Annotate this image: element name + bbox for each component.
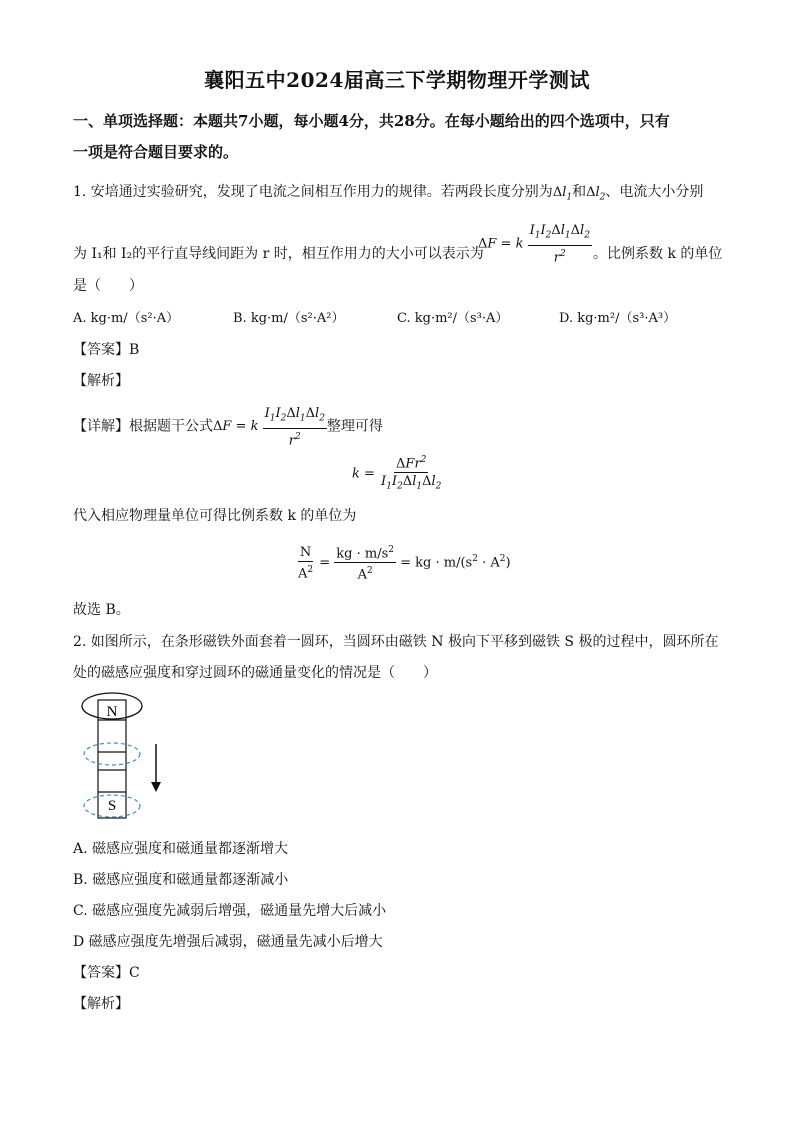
section-heading-line-2: 一项是符合题目要求的。 bbox=[73, 143, 239, 161]
q2-stem-line-2: 处的磁感应强度和穿过圆环的磁通量变化的情况是（ ） bbox=[73, 665, 437, 681]
q1-answer: 【答案】B bbox=[73, 342, 140, 358]
q2-analysis-heading: 【解析】 bbox=[73, 996, 129, 1012]
formula-delta-l1: $\Delta l_1$ bbox=[552, 185, 573, 203]
q1-stem-text-b: 和 bbox=[572, 184, 587, 200]
q1-option-b: B. kg·m/（s²·A²） bbox=[233, 311, 345, 326]
magnet-ring-figure bbox=[70, 688, 190, 838]
q1-unit-line: 代入相应物理量单位可得比例系数 k 的单位为 bbox=[73, 508, 357, 524]
q1-stem-line-3: 是（ ） bbox=[73, 278, 143, 294]
q1-stem-line-2a: 为 I₁和 I₂的平行直导线间距为 r 时，相互作用力的大小可以表示为 bbox=[73, 246, 484, 262]
q1-detail-text-a: 【详解】根据题干公式 bbox=[73, 418, 213, 435]
q2-option-d: D 磁感应强度先增强后减弱，磁通量先减小后增大 bbox=[73, 934, 383, 950]
q1-detail-text-b: 整理可得 bbox=[326, 418, 383, 435]
q2-stem-line-1: 2. 如图所示，在条形磁铁外面套着一圆环，当圆环由磁铁 N 极向下平移到磁铁 S 极的过程中，圆环所在 bbox=[73, 634, 719, 650]
section-heading-line-1: 一、单项选择题：本题共7小题，每小题4分，共28分。在每小题给出的四个选项中，只有 bbox=[73, 112, 670, 130]
page-title: 襄阳五中2024届高三下学期物理开学测试 bbox=[204, 68, 590, 92]
q1-conclusion: 故选 B。 bbox=[73, 602, 130, 618]
q1-stem-text-a: 1. 安培通过实验研究，发现了电流之间相互作用力的规律。若两段长度分别为 bbox=[73, 184, 553, 200]
formula-k: k = $\frac{\Delta Fr^2}{I_1I_2\Delta l_1\Delta l_2}$ bbox=[352, 452, 443, 496]
q1-stem-line-2b: 。比例系数 k 的单位 bbox=[593, 246, 723, 262]
formula-unit: $\frac{N}{A^2}$ = $\frac{kg \cdot m/s^2}{A^2}$ = kg · $m/(s^2 \cdot A^2)$ bbox=[296, 542, 511, 584]
q2-option-c: C. 磁感应强度先减弱后增强，磁通量先增大后减小 bbox=[73, 903, 387, 919]
q1-stem-text-c: 、电流大小分别 bbox=[605, 184, 704, 200]
formula-delta-l2: $\Delta l_2$ bbox=[586, 185, 606, 203]
q1-stem-line-1 bbox=[73, 181, 703, 203]
q1-option-d: D. kg·m²/（s³·A³） bbox=[559, 311, 677, 326]
q1-detail-line bbox=[73, 405, 383, 449]
formula-force: ΔF = k $\frac{I_1I_2\Delta l_1\Delta l_2}{r^2}$ bbox=[478, 223, 590, 265]
north-pole-label: N bbox=[106, 704, 118, 720]
q1-analysis-heading: 【解析】 bbox=[73, 373, 129, 389]
q2-answer: 【答案】C bbox=[73, 965, 140, 981]
q1-option-c: C. kg·m²/（s³·A） bbox=[397, 311, 509, 326]
q2-option-a: A. 磁感应强度和磁通量都逐渐增大 bbox=[73, 841, 289, 857]
south-pole-label: S bbox=[107, 798, 117, 814]
formula-force-inline: ΔF = k $\frac{I_1I_2\Delta l_1\Delta l_2}{r^2}$ bbox=[213, 406, 325, 448]
q1-option-a: A. kg·m/（s²·A） bbox=[73, 311, 180, 326]
q2-option-b: B. 磁感应强度和磁通量都逐渐减小 bbox=[73, 872, 289, 888]
